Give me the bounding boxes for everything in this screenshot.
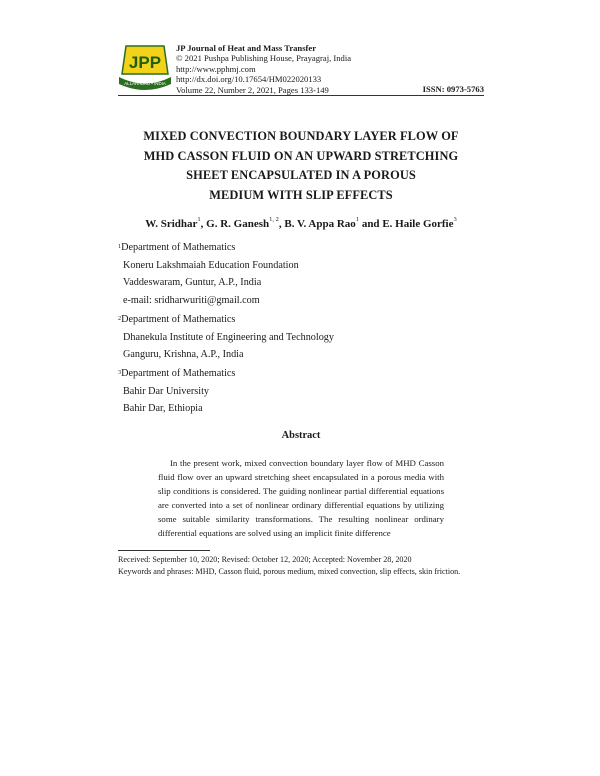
abstract-heading: Abstract [281, 430, 321, 441]
publisher-logo [118, 44, 172, 92]
title-line: MIXED CONVECTION BOUNDARY LAYER FLOW OF [143, 129, 459, 143]
affiliation-email[interactable]: e-mail: sridharwuriti@gmail.com [123, 294, 260, 306]
logo-text: JPP [128, 53, 162, 72]
affiliation-institution: Koneru Lakshmaiah Education Foundation [123, 259, 299, 271]
author-separator: , [278, 218, 282, 230]
title-line: MEDIUM WITH SLIP EFFECTS [209, 187, 393, 202]
affiliation-location: Bahir Dar, Ethiopia [123, 403, 203, 415]
author-affiliation-mark: 1, 2 [269, 216, 279, 223]
issn: ISSN: 0973-5763 [422, 84, 484, 94]
volume-line: Volume 22, Number 2, 2021, Pages 133-149 [176, 84, 329, 95]
affiliation-2 [118, 311, 418, 364]
paper-title [118, 127, 484, 205]
author-name: B. V. Appa Rao [284, 218, 356, 230]
footnote-divider [118, 550, 210, 551]
title-line: MHD CASSON FLUID ON AN UPWARD STRETCHING [143, 148, 459, 163]
affiliation-dept: $^2$Department of Mathematics [118, 314, 236, 325]
journal-name: JP Journal of Heat and Mass Transfer [176, 43, 317, 53]
affiliation-institution: Bahir Dar University [123, 385, 210, 397]
abstract-text: In the present work, mixed convection boundary layer flow of MHD Casson fluid flow over an upward stretching sheet encapsulated in a porous media with slip conditions is considered. The guiding nonlinear partial differential equations are converted into a set of nonlinear ordinary differential equations by utilizing some suitable similarity transformations. The resulting nonlinear ordinary differential equations are solved using an implicit finite difference [158, 458, 444, 538]
author-list [118, 218, 484, 230]
affiliation-dept: $^1$Department of Mathematics [118, 242, 236, 253]
journal-url[interactable]: http://www.pphmj.com [176, 63, 256, 74]
received-dates: Received: September 10, 2020; Revised: October 12, 2020; Accepted: November 28, 2020 [118, 555, 412, 564]
logo-band-text: ALLAHABAD • INDIA [124, 81, 166, 86]
author-affiliation-mark: 1 [197, 216, 201, 223]
doi-link[interactable]: http://dx.doi.org/10.17654/HM022020133 [176, 74, 322, 85]
author-name: W. Sridhar [145, 218, 198, 230]
affiliation-3 [118, 365, 418, 418]
author-affiliation-mark: 3 [453, 216, 457, 223]
affiliation-mark: 3 [118, 369, 122, 376]
affiliation-location: Ganguru, Krishna, A.P., India [123, 349, 244, 361]
author-name: E. Haile Gorfie [382, 218, 454, 230]
title-line: SHEET ENCAPSULATED IN A POROUS [186, 168, 416, 182]
author-name: G. R. Ganesh [206, 218, 270, 230]
author-separator: , [200, 218, 204, 230]
author-affiliation-mark: 1 [355, 216, 360, 223]
affiliation-mark: 2 [118, 315, 122, 322]
keywords: Keywords and phrases: MHD, Casson fluid, porous medium, mixed convection, slip effects, skin friction. [118, 567, 461, 576]
author-conjunction: and [361, 218, 380, 230]
affiliation-institution: Dhanekula Institute of Engineering and Technology [123, 331, 334, 343]
affiliation-1 [118, 239, 418, 309]
header-divider [118, 95, 484, 96]
affiliation-location: Vaddeswaram, Guntur, A.P., India [123, 277, 262, 289]
publisher-line: © 2021 Pushpa Publishing House, Prayagraj, India [176, 53, 352, 64]
affiliation-dept: $^3$Department of Mathematics [118, 368, 236, 379]
affiliation-mark: 1 [118, 243, 122, 250]
